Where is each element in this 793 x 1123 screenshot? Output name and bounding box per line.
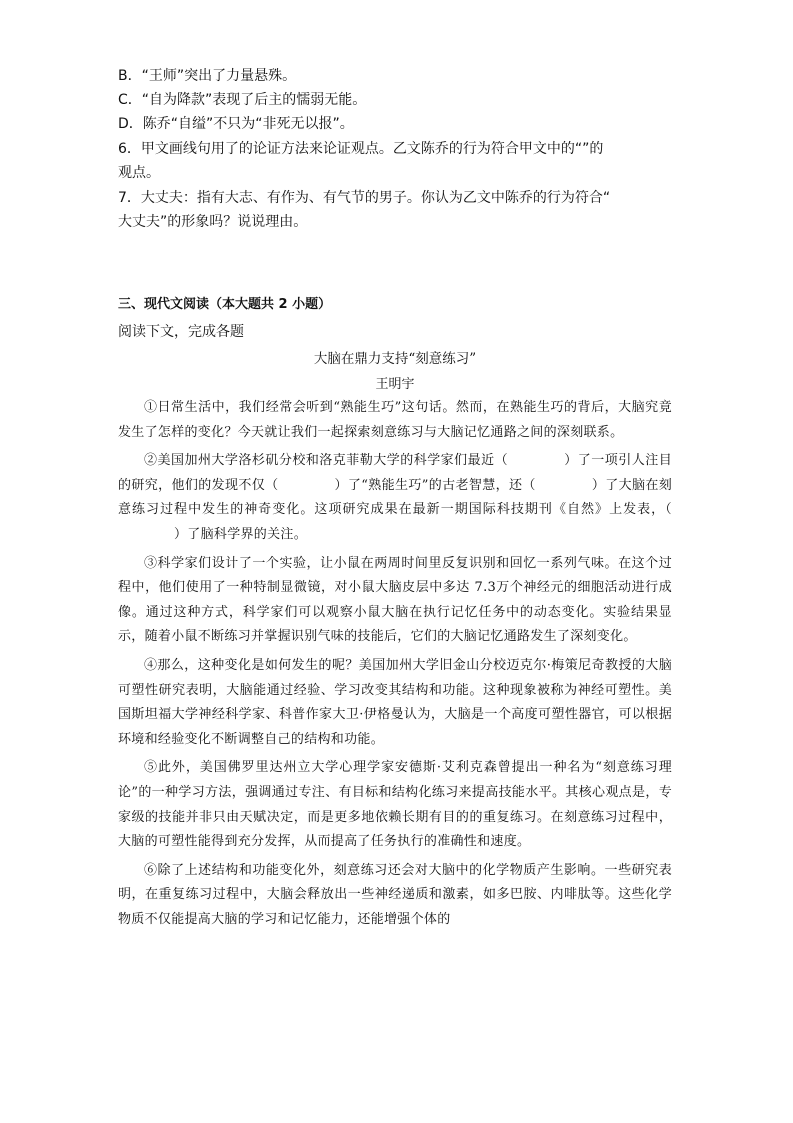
question-6-line-1: 6．甲文画线句用了的论证方法来论证观点。乙文陈乔的行为符合甲文中的“”的 — [118, 141, 604, 157]
article-author: 王明宇 — [375, 377, 415, 392]
question-7-line-2: 大丈夫”的形象吗？说说理由。 — [118, 214, 308, 230]
article — [118, 347, 672, 932]
paragraph-2-part-5: ）了脑科学界的关注。 — [174, 526, 308, 542]
option-d: D．陈乔“自缢”不只为“非死无以报”。 — [118, 116, 354, 132]
question-7-line-1: 7．大丈夫：指有大志、有作为、有气节的男子。你认为乙文中陈乔的行为符合“ — [118, 190, 611, 206]
article-title: 大脑在鼎力支持“刻意练习” — [313, 351, 477, 367]
question-6-line-2: 观点。 — [118, 165, 160, 181]
paragraph-5: ⑤此外，美国佛罗里达州立大学心理学家安德斯·艾利克森曾提出一种名为“刻意练习理论”的一种学习方法，强调通过专注、有目标和结构化练习来提高技能水平。其核心观点是，专家级的技能并非只由天赋决定，而是更多地依赖长期有目的的重复练习。在刻意练习过程中，大脑的可塑性能得到充分发挥，从而提高了任务执行的准确性和速度。 — [118, 760, 672, 850]
section-instruction: 阅读下文，完成各题 — [118, 324, 244, 340]
section-heading: 三、现代文阅读（本大题共 2 小题） — [118, 297, 332, 312]
paragraph-3: ③科学家们设计了一个实验，让小鼠在两周时间里反复识别和回忆一系列气味。在这个过程中，他们使用了一种特制显微镜，对小鼠大脑皮层中多达 7.3万个神经元的细胞活动进行成像。通过这种方式，科学家们可以观察小鼠大脑在执行记忆任务中的动态变化。实验结果显示，随着小鼠不断练习并掌握识别气味的技能后，它们的大脑记忆通路发生了深刻变化。 — [118, 555, 672, 645]
paragraph-2 — [118, 449, 672, 547]
paragraph-2-part-4: ）了大脑在刻意练习过程中发生的神奇变化。这项研究成果在最新一期国际科技期刊《自然》上发表，（ — [118, 477, 672, 518]
paragraph-2-part-3: ）了“熟能生巧”的古老智慧，还（ — [334, 477, 536, 493]
option-b: B．“王师”突出了力量悬殊。 — [118, 68, 297, 84]
paragraph-2-part-1: ②美国加州大学洛杉矶分校和洛克菲勒大学的科学家们最近（ — [144, 453, 509, 469]
paragraph-4: ④那么，这种变化是如何发生的呢？美国加州大学旧金山分校迈克尔·梅策尼奇教授的大脑可塑性研究表明，大脑能通过经验、学习改变其结构和功能。这种现象被称为神经可塑性。美国斯坦福大学神经科学家、科普作家大卫·伊格曼认为，大脑是一个高度可塑性器官，可以根据环境和经验变化不断调整自己的结构和功能。 — [118, 657, 672, 747]
paragraph-2-part-2: ）了一项引人注目的研究，他们的发现不仅（ — [118, 453, 672, 493]
option-c: C．“自为降款”表现了后主的懦弱无能。 — [118, 92, 367, 108]
paragraph-6: ⑥除了上述结构和功能变化外，刻意练习还会对大脑中的化学物质产生影响。一些研究表明，在重复练习过程中，大脑会释放出一些神经递质和激素，如多巴胺、内啡肽等。这些化学物质不仅能提高大脑的学习和记忆能力，还能增强个体的 — [118, 862, 672, 927]
paragraph-1: ①日常生活中，我们经常会听到“熟能生巧”这句话。然而，在熟能生巧的背后，大脑究竟发生了怎样的变化？今天就让我们一起探索刻意练习与大脑记忆通路之间的深刻联系。 — [118, 400, 672, 440]
